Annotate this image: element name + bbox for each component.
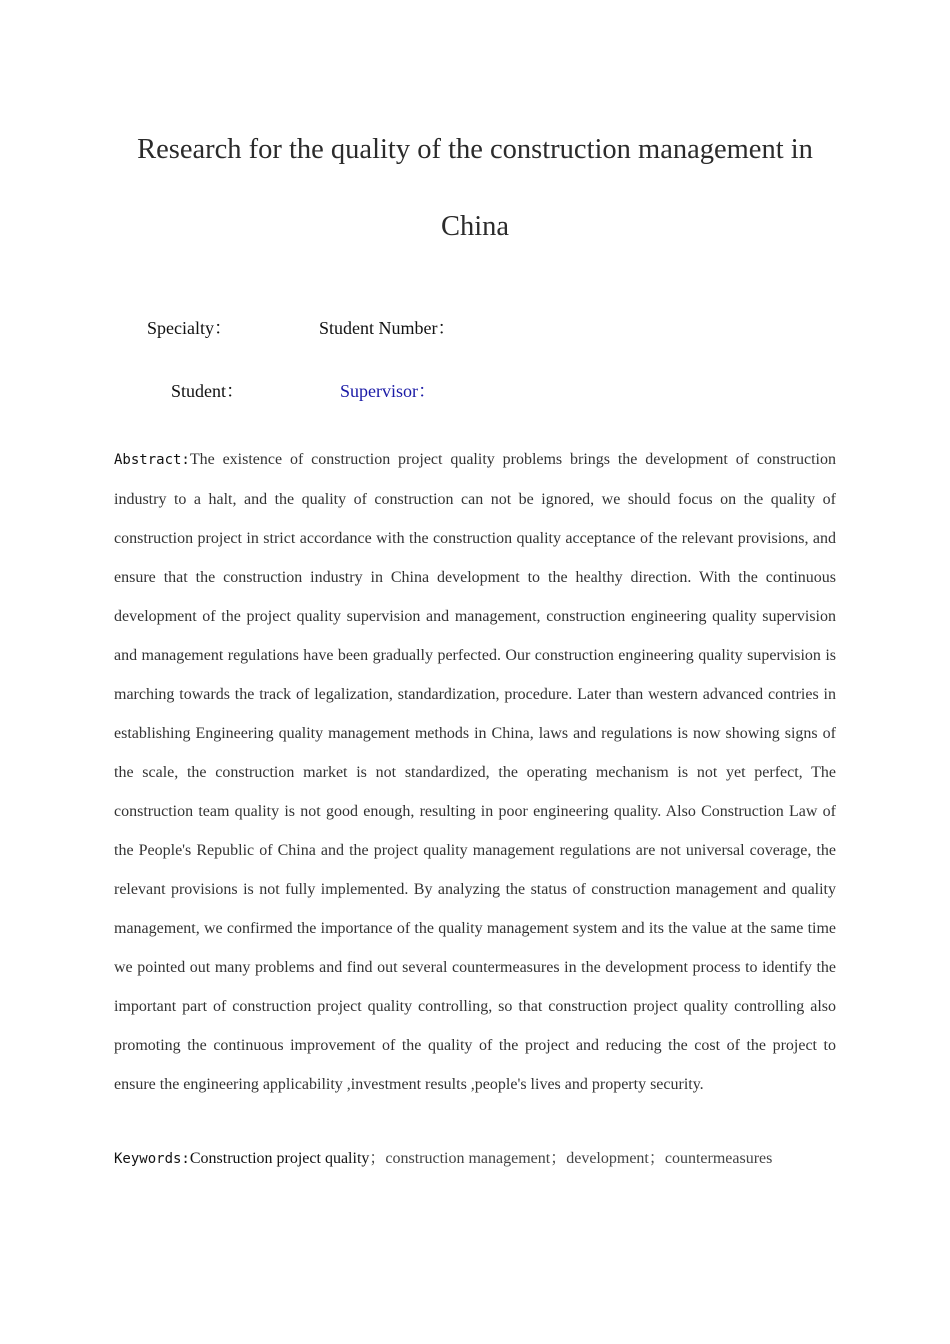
student-number-label: Student Number： [319, 318, 456, 338]
paper-title-line-1: Research for the quality of the construction management in [137, 134, 813, 165]
keywords-line [114, 1147, 874, 1171]
keywords-label: Keywords: [114, 1151, 190, 1167]
paper-title-line-2: China [440, 211, 510, 242]
keyword-primary: Construction project quality [189, 1150, 370, 1167]
abstract-paragraph [114, 440, 836, 1104]
abstract-text: The existence of construction project quality problems brings the development of construction industry to a halt, and the quality of construction can not be ignored, we should focus on the quality of construction project in strict accordance with the construction quality acceptance of the relevant provisions, and ensure that the construction industry in China development to the healthy direction. With the continuous development of the project quality supervision and management, construction engineering quality supervision and management regulations have been gradually perfected. Our construction engineering quality supervision is marching towards the track of legalization, standardization, procedure. Later than western advanced contries in establishing Engineering quality management methods in China, laws and regulations is now showing signs of the scale, the construction market is not standardized, the operating mechanism is not yet perfect, The construction team quality is not good enough, resulting in poor engineering quality. Also Construction Law of the People's Republic of China and the project quality management regulations are not universal coverage, the relevant provisions is not fully implemented. By analyzing the status of construction management and quality management, we confirmed the importance of the quality management system and its the value at the same time we pointed out many problems and find out several countermeasures in the development process to identify the important part of construction project quality controlling, so that construction project quality controlling also promoting the continuous improvement of the quality of the project and reducing the cost of the project to ensure the engineering applicability ,investment results ,people's lives and property security. [114, 451, 836, 1093]
abstract-label: Abstract: [114, 452, 190, 468]
supervisor-label: Supervisor： [340, 381, 436, 401]
keywords-remaining: ；construction management；development；countermeasures [369, 1150, 773, 1167]
student-label: Student： [171, 381, 245, 401]
specialty-label: Specialty： [147, 318, 232, 338]
